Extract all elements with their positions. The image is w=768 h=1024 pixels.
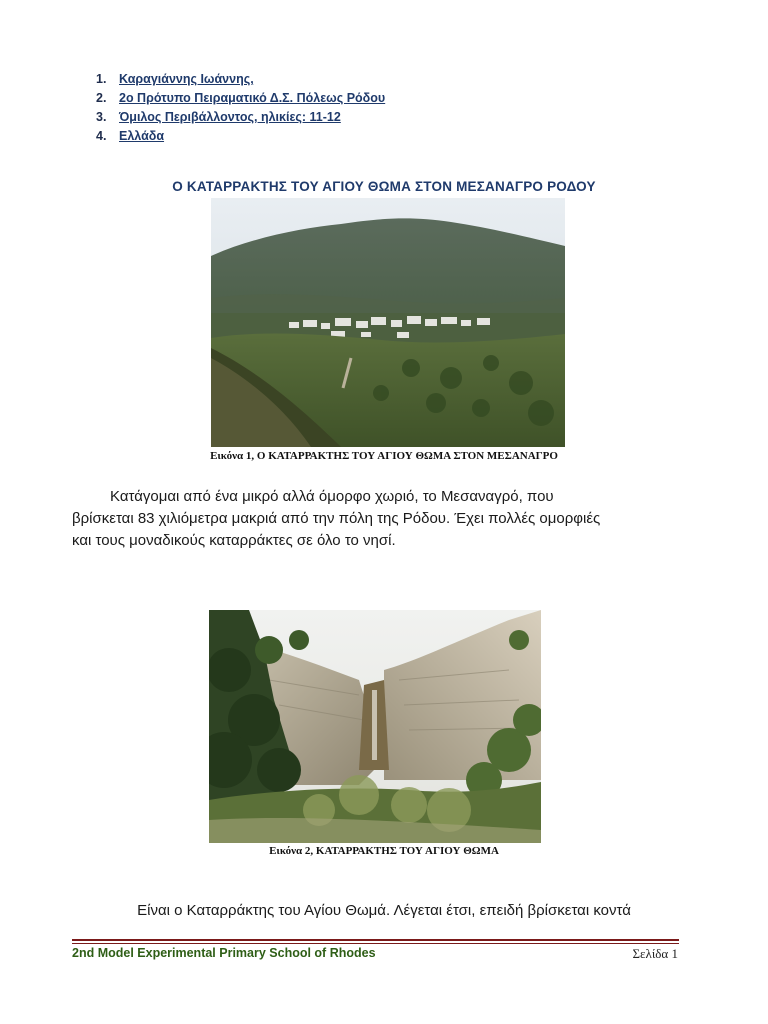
- paragraph-line: Κατάγομαι από ένα μικρό αλλά όμορφο χωριό, το Μεσαναγρό, που: [110, 488, 554, 505]
- list-item: [96, 89, 385, 108]
- list-text: Όμιλος Περιβάλλοντος, ηλικίες: 11-12: [119, 110, 341, 124]
- footer-divider: [72, 943, 679, 944]
- list-text: Καραγιάννης Ιωάννης,: [119, 72, 254, 86]
- list-number: 4.: [96, 129, 107, 143]
- second-paragraph: Είναι ο Καταρράκτης του Αγίου Θωμά. Λέγεται έτσι, επειδή βρίσκεται κοντά: [137, 902, 631, 919]
- list-item: [96, 70, 385, 89]
- author-info-list: [96, 70, 385, 146]
- list-text: 2ο Πρότυπο Πειραματικό Δ.Σ. Πόλεως Ρόδου: [119, 91, 386, 105]
- list-number: 3.: [96, 110, 107, 124]
- page-number: Σελίδα 1: [632, 946, 678, 961]
- paragraph-line: και τους μοναδικούς καταρράκτες σε όλο το νησί.: [72, 532, 396, 549]
- figure-2-caption: Εικόνα 2, ΚΑΤΑΡΡΑΚΤΗΣ ΤΟΥ ΑΓΙΟΥ ΘΩΜΑ: [269, 845, 499, 857]
- paragraph-line: βρίσκεται 83 χιλιόμετρα μακριά από την πόλη της Ρόδου. Έχει πολλές ομορφιές: [72, 510, 601, 527]
- list-text: Ελλάδα: [119, 129, 165, 143]
- document-title: Ο ΚΑΤΑΡΡΑΚΤΗΣ ΤΟΥ ΑΓΙΟΥ ΘΩΜΑ ΣΤΟΝ ΜΕΣΑΝΑΓΡΟ ΡΟΔΟΥ: [172, 179, 596, 194]
- list-number: 1.: [96, 72, 107, 86]
- figure-1-caption: Εικόνα 1, Ο ΚΑΤΑΡΡΑΚΤΗΣ ΤΟΥ ΑΓΙΟΥ ΘΩΜΑ ΣΤΟΝ ΜΕΣΑΝΑΓΡΟ: [210, 450, 558, 462]
- intro-paragraph: [72, 486, 702, 552]
- village-photo: [211, 198, 565, 447]
- footer-school-name: 2nd Model Experimental Primary School of Rhodes: [72, 946, 376, 960]
- list-number: 2.: [96, 91, 107, 105]
- list-item: [96, 127, 385, 146]
- list-item: [96, 108, 385, 127]
- waterfall-photo: [209, 610, 541, 843]
- footer-divider: [72, 939, 679, 941]
